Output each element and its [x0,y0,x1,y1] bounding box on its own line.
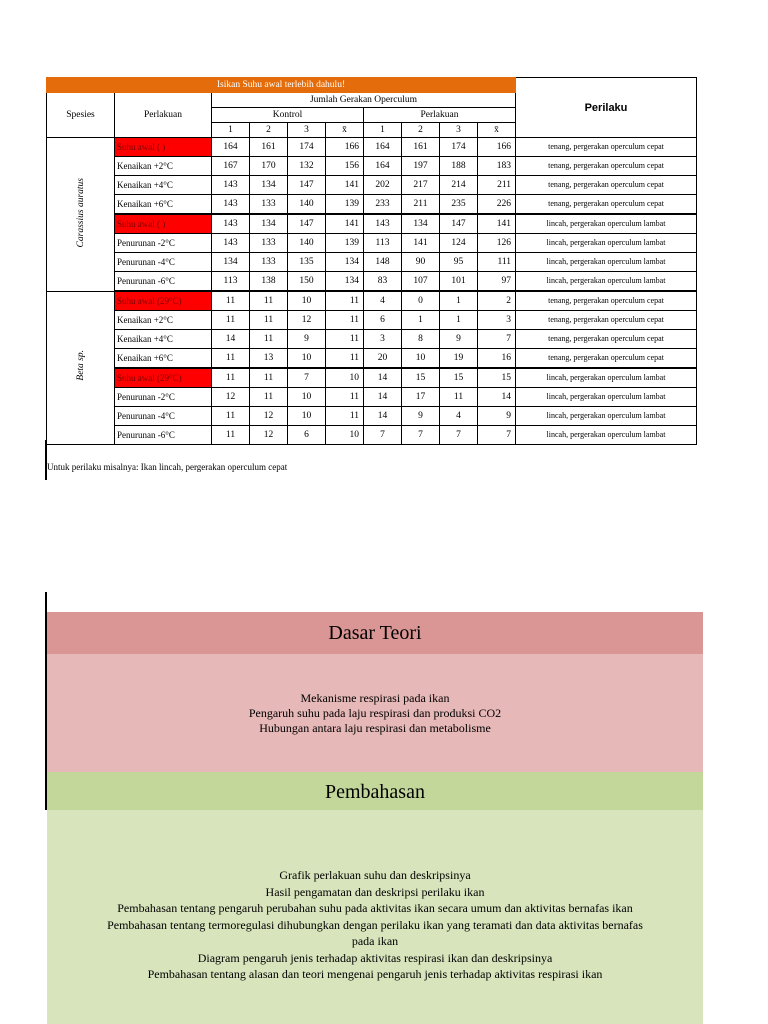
kontrol-value-cell: 11 [326,330,364,349]
kontrol-value-cell: 166 [326,138,364,157]
kontrol-value-cell: 139 [326,234,364,253]
species-name: Carassius auratus [75,177,86,247]
kontrol-value-cell: 150 [288,272,326,292]
perlakuan-value-cell: 97 [478,272,516,292]
dasar-teori-line: Pengaruh suhu pada laju respirasi dan produksi CO2 [248,705,502,720]
perlakuan-value-cell: 183 [478,157,516,176]
pembahasan-line: Diagram pengaruh jenis terhadap aktivitas respirasi ikan dan deskripsinya [197,950,553,965]
kontrol-value-cell: 143 [212,195,250,215]
kontrol-value-cell: 10 [288,388,326,407]
perlakuan-value-cell: 164 [364,138,402,157]
kontrol-value-cell: 170 [250,157,288,176]
perlakuan-value-cell: 6 [364,311,402,330]
kontrol-value-cell: 11 [212,368,250,388]
dasar-teori-title: Dasar Teori [47,612,703,654]
pembahasan-line: Pembahasan tentang termoregulasi dihubungkan dengan perilaku ikan yang teramati dan data aktivitas bernafas [107,917,643,932]
kontrol-value-cell: 11 [326,388,364,407]
kontrol-value-cell: 12 [212,388,250,407]
perlakuan-value-cell: 211 [478,176,516,195]
perlakuan-value-cell: 7 [364,426,402,445]
behavior-cell: tenang, pergerakan operculum cepat [516,311,697,330]
col-p2: 2 [402,123,440,138]
perlakuan-value-cell: 7 [440,426,478,445]
treatment-cell: Suhu awal ( ) [115,214,212,234]
kontrol-value-cell: 11 [250,291,288,311]
pembahasan-line: Pembahasan tentang alasan dan teori mengenai pengaruh jenis terhadap aktivitas respirasi ikan [147,967,603,981]
kontrol-value-cell: 11 [250,311,288,330]
treatment-cell: Suhu awal ( ) [115,138,212,157]
perlakuan-value-cell: 4 [440,407,478,426]
header-perlakuan-group: Perlakuan [364,108,516,123]
treatment-cell: Kenaikan +6°C [115,195,212,215]
pembahasan-line: Pembahasan tentang pengaruh perubahan suhu pada aktivitas ikan secara umum dan aktivitas bernafas ikan [117,901,633,915]
kontrol-value-cell: 133 [250,195,288,215]
kontrol-value-cell: 147 [288,176,326,195]
perlakuan-value-cell: 111 [478,253,516,272]
behavior-cell: tenang, pergerakan operculum cepat [516,291,697,311]
behavior-cell: tenang, pergerakan operculum cepat [516,176,697,195]
perlakuan-value-cell: 19 [440,349,478,369]
behavior-cell: tenang, pergerakan operculum cepat [516,157,697,176]
kontrol-value-cell: 134 [326,253,364,272]
col-p-mean: x̄ [478,123,516,138]
behavior-cell: lincah, pergerakan operculum lambat [516,426,697,445]
perlakuan-value-cell: 2 [478,291,516,311]
kontrol-value-cell: 11 [212,426,250,445]
table-row [47,176,697,195]
pembahasan-body [47,810,703,1024]
treatment-cell: Suhu awal (29°C) [115,291,212,311]
treatment-cell: Penurunan -6°C [115,426,212,445]
kontrol-value-cell: 134 [326,272,364,292]
perlakuan-value-cell: 3 [364,330,402,349]
table-row [47,234,697,253]
header-perilaku: Perilaku [516,78,697,138]
kontrol-value-cell: 164 [212,138,250,157]
perlakuan-value-cell: 17 [402,388,440,407]
perlakuan-value-cell: 134 [402,214,440,234]
kontrol-value-cell: 7 [288,368,326,388]
perlakuan-value-cell: 7 [478,426,516,445]
table-row [47,426,697,445]
perlakuan-value-cell: 7 [402,426,440,445]
table-row [47,330,697,349]
perlakuan-value-cell: 0 [402,291,440,311]
treatment-cell: Kenaikan +2°C [115,311,212,330]
kontrol-value-cell: 133 [250,253,288,272]
kontrol-value-cell: 11 [326,311,364,330]
kontrol-value-cell: 12 [250,426,288,445]
kontrol-value-cell: 140 [288,234,326,253]
perlakuan-value-cell: 14 [364,368,402,388]
col-p3: 3 [440,123,478,138]
behavior-cell: lincah, pergerakan operculum lambat [516,234,697,253]
kontrol-value-cell: 11 [326,407,364,426]
perlakuan-value-cell: 202 [364,176,402,195]
perlakuan-value-cell: 1 [440,311,478,330]
table-row [47,291,697,311]
header-spesies: Spesies [47,93,115,138]
perlakuan-value-cell: 126 [478,234,516,253]
kontrol-value-cell: 13 [250,349,288,369]
behavior-cell: lincah, pergerakan operculum lambat [516,272,697,292]
perlakuan-value-cell: 161 [402,138,440,157]
perlakuan-value-cell: 95 [440,253,478,272]
behavior-cell: lincah, pergerakan operculum lambat [516,214,697,234]
perlakuan-value-cell: 147 [440,214,478,234]
col-k1: 1 [212,123,250,138]
perlakuan-value-cell: 14 [364,407,402,426]
kontrol-value-cell: 11 [212,311,250,330]
kontrol-value-cell: 141 [326,176,364,195]
kontrol-value-cell: 134 [250,214,288,234]
table-row [47,407,697,426]
kontrol-value-cell: 147 [288,214,326,234]
perlakuan-value-cell: 15 [402,368,440,388]
species-name: Beta sp. [75,350,86,382]
behavior-cell: lincah, pergerakan operculum lambat [516,407,697,426]
kontrol-value-cell: 161 [250,138,288,157]
perlakuan-value-cell: 164 [364,157,402,176]
kontrol-value-cell: 167 [212,157,250,176]
kontrol-value-cell: 10 [326,426,364,445]
behavior-cell: lincah, pergerakan operculum lambat [516,368,697,388]
kontrol-value-cell: 134 [212,253,250,272]
treatment-cell: Kenaikan +6°C [115,349,212,369]
perlakuan-value-cell: 9 [440,330,478,349]
behavior-cell: tenang, pergerakan operculum cepat [516,138,697,157]
perlakuan-value-cell: 235 [440,195,478,215]
kontrol-value-cell: 11 [326,291,364,311]
kontrol-value-cell: 11 [250,330,288,349]
fill-notice: Isikan Suhu awal terlebih dahulu! [47,78,516,93]
dasar-teori-body [47,654,703,772]
perlakuan-value-cell: 148 [364,253,402,272]
dasar-teori-line: Mekanisme respirasi pada ikan [300,690,450,705]
perlakuan-value-cell: 10 [402,349,440,369]
perlakuan-value-cell: 14 [478,388,516,407]
treatment-cell: Penurunan -6°C [115,272,212,292]
perlakuan-value-cell: 4 [364,291,402,311]
kontrol-value-cell: 11 [212,291,250,311]
table-row [47,311,697,330]
behavior-cell: tenang, pergerakan operculum cepat [516,195,697,215]
perlakuan-value-cell: 174 [440,138,478,157]
treatment-cell: Penurunan -4°C [115,253,212,272]
kontrol-value-cell: 9 [288,330,326,349]
perlakuan-value-cell: 141 [402,234,440,253]
table-row [47,157,697,176]
perlakuan-value-cell: 166 [478,138,516,157]
kontrol-value-cell: 11 [212,407,250,426]
perlakuan-value-cell: 83 [364,272,402,292]
species-cell [47,291,115,445]
kontrol-value-cell: 132 [288,157,326,176]
kontrol-value-cell: 140 [288,195,326,215]
col-k2: 2 [250,123,288,138]
table-row [47,368,697,388]
kontrol-value-cell: 10 [288,407,326,426]
header-jumlah: Jumlah Gerakan Operculum [212,93,516,108]
table-row [47,195,697,215]
perlakuan-value-cell: 143 [364,214,402,234]
pembahasan-line: pada ikan [351,934,399,948]
table-row [47,214,697,234]
perlakuan-value-cell: 7 [478,330,516,349]
behavior-cell: lincah, pergerakan operculum lambat [516,253,697,272]
perlakuan-value-cell: 1 [440,291,478,311]
table-row [47,349,697,369]
kontrol-value-cell: 12 [288,311,326,330]
col-p1: 1 [364,123,402,138]
kontrol-value-cell: 141 [326,214,364,234]
kontrol-value-cell: 6 [288,426,326,445]
behavior-cell: tenang, pergerakan operculum cepat [516,330,697,349]
perlakuan-value-cell: 90 [402,253,440,272]
kontrol-value-cell: 10 [288,291,326,311]
col-k-mean: x̄ [326,123,364,138]
perlakuan-value-cell: 197 [402,157,440,176]
perlakuan-value-cell: 1 [402,311,440,330]
kontrol-value-cell: 11 [250,368,288,388]
treatment-cell: Penurunan -2°C [115,388,212,407]
pembahasan-line: Hasil pengamatan dan deskripsi perilaku ikan [265,884,485,899]
treatment-cell: Suhu awal (29°C) [115,368,212,388]
kontrol-value-cell: 12 [250,407,288,426]
footnote: Untuk perilaku misalnya: Ikan lincah, pergerakan operculum cepat [47,462,288,472]
perlakuan-value-cell: 3 [478,311,516,330]
perlakuan-value-cell: 188 [440,157,478,176]
header-perlakuan: Perlakuan [115,93,212,138]
dasar-teori-line: Hubungan antara laju respirasi dan metabolisme [259,720,491,735]
col-k3: 3 [288,123,326,138]
kontrol-value-cell: 113 [212,272,250,292]
behavior-cell: tenang, pergerakan operculum cepat [516,349,697,369]
pembahasan-line: Grafik perlakuan suhu dan deskripsinya [279,868,471,882]
kontrol-value-cell: 10 [288,349,326,369]
perlakuan-value-cell: 214 [440,176,478,195]
perlakuan-value-cell: 217 [402,176,440,195]
perlakuan-value-cell: 15 [440,368,478,388]
perlakuan-value-cell: 233 [364,195,402,215]
table-row [47,272,697,292]
table-row [47,253,697,272]
treatment-cell: Penurunan -2°C [115,234,212,253]
kontrol-value-cell: 143 [212,214,250,234]
behavior-cell: lincah, pergerakan operculum lambat [516,388,697,407]
kontrol-value-cell: 174 [288,138,326,157]
treatment-cell: Kenaikan +4°C [115,176,212,195]
treatment-cell: Kenaikan +2°C [115,157,212,176]
kontrol-value-cell: 143 [212,176,250,195]
kontrol-value-cell: 138 [250,272,288,292]
perlakuan-value-cell: 9 [402,407,440,426]
perlakuan-value-cell: 11 [440,388,478,407]
perlakuan-value-cell: 211 [402,195,440,215]
perlakuan-value-cell: 226 [478,195,516,215]
table-row [47,388,697,407]
perlakuan-value-cell: 107 [402,272,440,292]
perlakuan-value-cell: 8 [402,330,440,349]
perlakuan-value-cell: 20 [364,349,402,369]
perlakuan-value-cell: 141 [478,214,516,234]
perlakuan-value-cell: 15 [478,368,516,388]
perlakuan-value-cell: 16 [478,349,516,369]
header-kontrol: Kontrol [212,108,364,123]
table-row [47,138,697,157]
left-border-line [45,440,47,480]
kontrol-value-cell: 133 [250,234,288,253]
kontrol-value-cell: 139 [326,195,364,215]
kontrol-value-cell: 11 [212,349,250,369]
kontrol-value-cell: 135 [288,253,326,272]
perlakuan-value-cell: 101 [440,272,478,292]
kontrol-value-cell: 11 [326,349,364,369]
pembahasan-title: Pembahasan [47,772,703,810]
perlakuan-value-cell: 14 [364,388,402,407]
kontrol-value-cell: 11 [250,388,288,407]
observation-table [46,77,697,445]
kontrol-value-cell: 14 [212,330,250,349]
treatment-cell: Penurunan -4°C [115,407,212,426]
species-cell [47,138,115,292]
perlakuan-value-cell: 124 [440,234,478,253]
kontrol-value-cell: 10 [326,368,364,388]
perlakuan-value-cell: 113 [364,234,402,253]
kontrol-value-cell: 143 [212,234,250,253]
kontrol-value-cell: 156 [326,157,364,176]
perlakuan-value-cell: 9 [478,407,516,426]
kontrol-value-cell: 134 [250,176,288,195]
treatment-cell: Kenaikan +4°C [115,330,212,349]
